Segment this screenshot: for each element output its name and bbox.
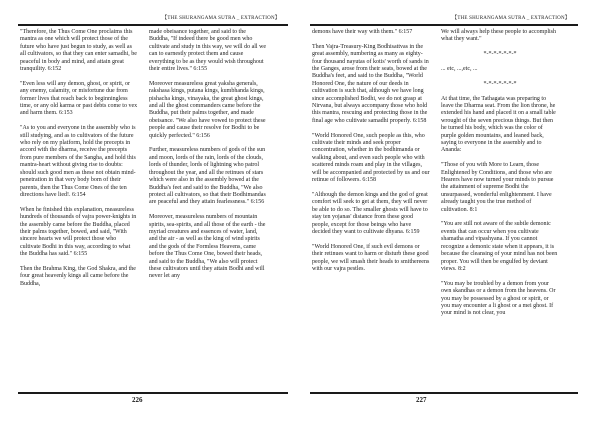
paragraph: Moreover measureless great yaksha generals, rakshasa kings, putana kings, kumbhanda kings, pishacha kings, vinayaka, the great ghost kings, and all the ghost commanders came before the Buddha, put their palms together, and made obeisance. "We also have vowed to protect these people and cause their resolve for Bodhi to be quickly perfected." 6:156 bbox=[149, 80, 266, 139]
running-header: 【THE SHURANGAMA SUTRA _ EXTRACTION】 bbox=[162, 16, 280, 21]
paragraph: "Even less will any demon, ghost, or spirit, or any enemy, calamity, or misfortune due from former lives that reach back to beginningless time, or any old karma or past debts come to vex and harm them. 6:153 bbox=[20, 80, 138, 117]
paragraph: We will always help these people to accomplish what they want." bbox=[441, 29, 556, 43]
paragraph: "Although the demon kings and the god of great comfort will seek to get at them, they will never be able to do so. The smaller ghosts will have to stay ten yojanas' distance from these good people, except for those beings who have decided they want to cultivate dhyana. 6:159 bbox=[312, 191, 428, 235]
running-header: 【THE SHURANGAMA SUTRA _ EXTRACTION】 bbox=[452, 16, 570, 21]
paragraph: At that time, the Tathagata was preparing to leave the Dharma seat. From the lion throne, he extended his hand and placed it on a small table wrought of the seven precious things. But then he turned his body, which was the color of purple golden mountains, and leaned back, saying to everyone in the assembly and to Ananda: bbox=[441, 95, 556, 154]
paragraph: Then the Brahma King, the God Shakra, and the four great heavenly kings all came before the Buddha, bbox=[20, 265, 136, 287]
header-rule bbox=[310, 24, 578, 26]
paragraph: When he finished this explanation, measureless hundreds of thousands of vajra power-knights in the assembly came before the Buddha, placed their palms together, bowed, and said, "With sincere hearts we will protect those who cultivate Bodhi in this way, according to what the Buddha has said." 6:155 bbox=[20, 206, 137, 258]
text-column-1 bbox=[312, 29, 430, 281]
paragraph: Further, measureless numbers of gods of the sun and moon, lords of the rain, lords of the clouds, lords of thunder, lords of lightning who patrol throughout the year, and all the retinues of stars which were also in the assembly bowed at the Buddha's feet and said to the Buddha, "We also protect all cultivators, so that their Bodhimandas are peaceful and they attain fearlessness." 6:156 bbox=[149, 147, 266, 206]
paragraph: "Those of you with More to Learn, those Enlightened by Conditions, and those who are Hearers have now turned your minds to pursue the attainment of supreme Bodhi the unsurpassed, wonderful enlightenment. I have already taught you the true method of cultivation. 8:1 bbox=[441, 162, 554, 213]
paragraph: "You may be troubled by a demon from your own skandhas or a demon from the heavens. Or you may be possessed by a ghost or spirit, or you may encounter a li ghost or a mei ghost. If your mind is not clear, you bbox=[441, 280, 556, 317]
paragraph: "World Honored One, if such evil demons or their retinues want to harm or disturb these good people, we will smash their heads to smithereens with our vajra pestles. bbox=[312, 243, 430, 272]
paragraph: "Therefore, the Thus Come One proclaims this mantra as one which will protect those of the future who have just begun to study, as well as all cultivators, so that they can enter samadhi, be peaceful in body and mind, and attain great tranquility. 6:152 bbox=[20, 29, 137, 73]
section-separator: *-*-*-*-*-*-* bbox=[483, 80, 517, 87]
text-column-2 bbox=[149, 29, 267, 288]
right-page bbox=[300, 0, 600, 424]
footer-rule bbox=[310, 392, 578, 394]
page-number: 227 bbox=[416, 396, 427, 404]
header-rule bbox=[18, 24, 288, 26]
paragraph: "World Honored One, such people as this, who cultivate their minds and seek proper concentration, whether in the bodhimanda or walking about, and even such people who with scattered minds roam and play in the villages, will be accompanied and protected by us and our retinue of followers. 6:158 bbox=[312, 132, 430, 184]
footer-rule bbox=[18, 392, 288, 394]
page-number: 226 bbox=[132, 396, 143, 404]
paragraph: demons have their way with them." 6:157 bbox=[312, 29, 413, 35]
paragraph: "As to you and everyone in the assembly who is still studying, and as to cultivators of the future who rely on my platform, hold the precepts in accord with the dharma, receive the precepts from pure members of the Sangha, and hold this mantra-heart without giving rise to doubts: should such good men as these not obtain mind-penetration in that very body born of their parents, then the Thus Come Ones of the ten directions have lied!. 6:154 bbox=[20, 125, 136, 198]
paragraph: made obeisance together, and said to the Buddha, "If indeed there be good men who cultivate and study in this way, we will do all we can to earnestly protect them and cause everything to be as they would wish throughout their entire lives." 6:155 bbox=[149, 29, 267, 73]
paragraph: "You are still not aware of the subtle demonic events that can occur when you cultivate shamatha and vipashyana. If you cannot recognize a demonic state when it appears, it is because the cleansing of your mind has not been proper. You will then be engulfed by deviant views. 8:2 bbox=[441, 221, 558, 272]
ellipsis-line: ... etc, ...,etc, ... bbox=[441, 66, 478, 72]
text-column-1 bbox=[20, 29, 138, 296]
paragraph: Then Vajra-Treasury-King Bodhisattvas in the great assembly, numbering as many as eighty-four thousand nayutas of kotis' worth of sands in the Ganges, arose from their seats, bowed at the Buddha's feet, and said to the Buddha, "World Honored One, the nature of our deeds in cultivation is such that, although we have long since accomplished Bodhi, we do not grasp at Nirvana, but always accompany those who hold this mantra, rescuing and protecting those in the final age who cultivate samadhi properly. 6:158 bbox=[312, 43, 429, 124]
section-separator: *-*-*-*-*-*-* bbox=[483, 51, 517, 58]
text-column-2 bbox=[441, 29, 559, 325]
paragraph: Moreover, measureless numbers of mountain spirits, sea-spirits, and all those of the earth - the myriad creatures and essences of water, land, and the air - as well as the king of wind spirits and the gods of the Formless Heavens, came before the Thus Come One, bowed their heads, and said to the Buddha, "We also will protect these cultivators until they attain Bodhi and will never let any bbox=[149, 214, 266, 280]
